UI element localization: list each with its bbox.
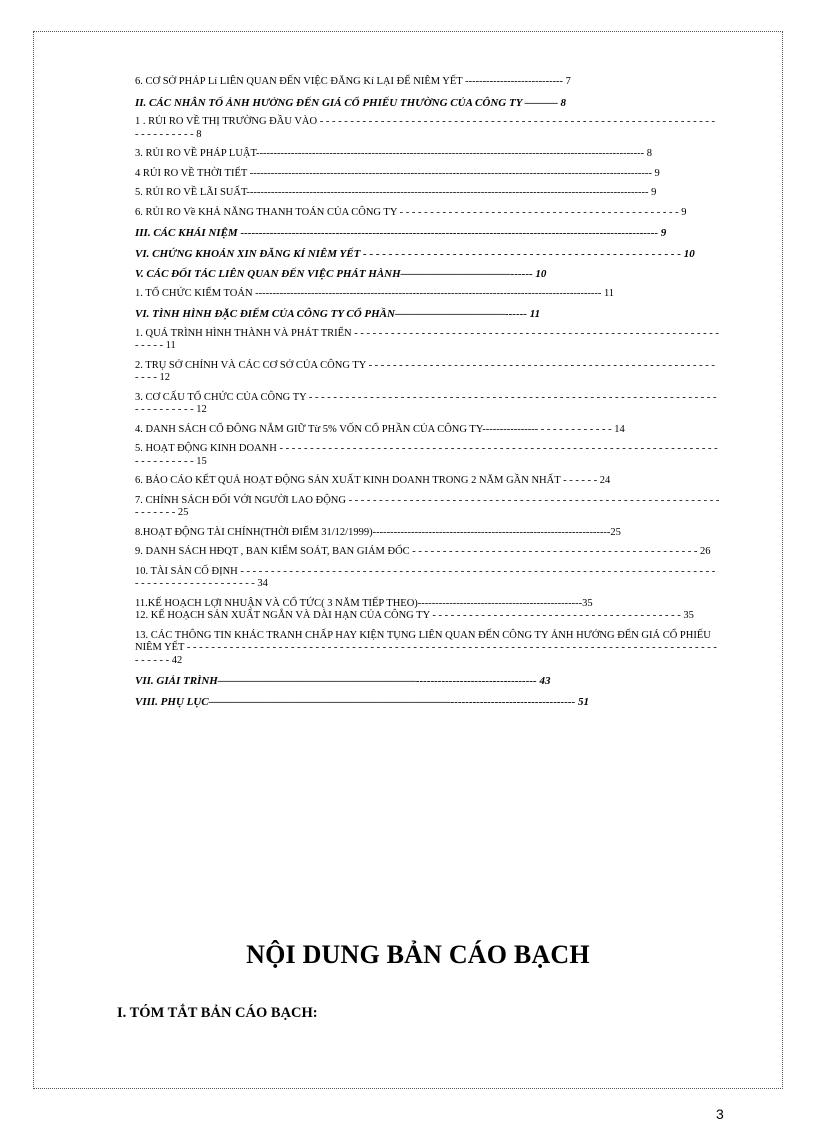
toc-entry: 4. DANH SÁCH CỔ ĐÔNG NẮM GIỮ Từ 5% VỐN CỔ PHẦN CỦA CÔNG TY---------------- - - - - - - - - - - - - 14 [135,423,625,435]
toc-section-heading: VI. CHỨNG KHOÁN XIN ĐĂNG KÍ NIÊM YẾT - - - - - - - - - - - - - - - - - - - - - - - - - - - - - - - - - - - - - - - - - - - - - - - - - - 10 [135,247,695,260]
toc-entry: 6. CƠ SỞ PHÁP Lí LIÊN QUAN ĐẾN VIỆC ĐĂNG Kí LẠI ĐỂ NIÊM YẾT ---------------------------- 7 [135,76,571,87]
main-title: NỘI DUNG BẢN CÁO BẠCH [246,940,590,969]
toc-entry: 3. RỦI RO VỀ PHÁP LUẬT--------------------------------------------------------------------------------------------------------------- 8 [135,148,652,159]
toc-section-heading: VI. TÌNH HÌNH ĐẶC ĐIỂM CỦA CÔNG TY CỔ PHẦN——————————------ 11 [135,308,541,320]
toc-entry: 13. CÁC THÔNG TIN KHÁC TRANH CHẤP HAY KIỆN TỤNG LIÊN QUAN ĐẾN CÔNG TY ẢNH HƯỞNG ĐẾN GIÁ CỔ PHIẾU NIÊM YẾT - - - - - - - - - - - - - - - - - - - - - - - - - - - - - - - - - - - - - - - - - - - - - - - - - - - - - - - - - - - - - - - - - - - - - - - - - - - - - - - - - - - - - - - - - - - - - 42 [135,629,717,666]
table-of-contents [135,76,720,708]
toc-entry: 4 RỦI RO VỀ THỜI TIẾT ------------------------------------------------------------------------------------------------------------------- 9 [135,167,660,179]
toc-entry: 10. TÀI SẢN CỐ ĐỊNH - - - - - - - - - - - - - - - - - - - - - - - - - - - - - - - - - - - - - - - - - - - - - - - - - - - - - - - - - - - - - - - - - - - - - - - - - - - - - - - - - - - - - - - - - - - - - - - - - - 34 [135,565,716,589]
toc-entry: 5. HOẠT ĐỘNG KINH DOANH - - - - - - - - - - - - - - - - - - - - - - - - - - - - - - - - - - - - - - - - - - - - - - - - - - - - - - - - - - - - - - - - - - - - - - - - - - - - - - - - - - 15 [135,443,718,467]
toc-entry: 2. TRỤ SỞ CHÍNH VÀ CÁC CƠ SỞ CỦA CÔNG TY - - - - - - - - - - - - - - - - - - - - - - - - - - - - - - - - - - - - - - - - - - - - - - - - - - - - - - - - - - - - - 12 [135,359,715,383]
toc-entry: 1. TỔ CHỨC KIỂM TOÁN --------------------------------------------------------------------------------------------------- 11 [135,287,615,299]
toc-entry: 11.KẾ HOẠCH LỢI NHUẬN VÀ CỔ TỨC( 3 NĂM TIẾP THEO)-----------------------------------------------35 [135,597,593,609]
toc-section-heading: VIII. PHỤ LỤC——————————————————————---------------------------------- 51 [135,695,589,708]
toc-entry: 9. DANH SÁCH HĐQT , BAN KIỂM SOÁT, BAN GIÁM ĐỐC - - - - - - - - - - - - - - - - - - - - - - - - - - - - - - - - - - - - - - - - - - - - - - - 26 [135,546,711,557]
toc-entry: 6. BÁO CÁO KẾT QUẢ HOẠT ĐỘNG SẢN XUẤT KINH DOANH TRONG 2 NĂM GẦN NHẤT - - - - - - 24 [135,475,611,486]
toc-entry: 6. RỦI RO Về KHẢ NĂNG THANH TOÁN CỦA CÔNG TY - - - - - - - - - - - - - - - - - - - - - - - - - - - - - - - - - - - - - - - - - - - - - - 9 [135,206,687,218]
toc-section-heading: V. CÁC ĐỐI TÁC LIÊN QUAN ĐẾN VIỆC PHÁT HÀNH——————————------ 10 [135,268,547,280]
toc-section-heading: III. CÁC KHÁI NIỆM ------------------------------------------------------------------------------------------------------------------ 9 [135,227,667,239]
toc-entry: 5. RỦI RO VỀ LÃI SUẤT------------------------------------------------------------------------------------------------------------------- 9 [135,187,657,198]
toc-entry: 1. QUÁ TRÌNH HÌNH THÀNH VÀ PHÁT TRIỂN - - - - - - - - - - - - - - - - - - - - - - - - - - - - - - - - - - - - - - - - - - - - - - - - - - - - - - - - - - - - - - - - - 11 [135,327,719,351]
toc-section-heading: II. CÁC NHÂN TỐ ẢNH HƯỞNG ĐẾN GIÁ CỔ PHIẾU THƯỜNG CỦA CÔNG TY ——— 8 [135,96,567,109]
toc-entry: 12. KẾ HOẠCH SẢN XUẤT NGẮN VÀ DÀI HẠN CỦA CÔNG TY - - - - - - - - - - - - - - - - - - - - - - - - - - - - - - - - - - - - - - - - - 35 [135,610,694,621]
section-title: I. TÓM TẮT BẢN CÁO BẠCH: [117,1005,318,1021]
toc-entry: 8.HOẠT ĐỘNG TÀI CHÍNH(THỜI ĐIỂM 31/12/1999)--------------------------------------------------------------------25 [135,526,621,538]
toc-entry: 7. CHÍNH SÁCH ĐỐI VỚI NGƯỜI LAO ĐỘNG - - - - - - - - - - - - - - - - - - - - - - - - - - - - - - - - - - - - - - - - - - - - - - - - - - - - - - - - - - - - - - - - - - - - 25 [135,494,720,518]
page-number: 3 [716,1106,724,1122]
toc-section-heading: VII. GIẢI TRÌNH——————————————————--------------------------------- 43 [135,675,551,687]
toc-entry: 3. CƠ CẤU TỔ CHỨC CỦA CÔNG TY - - - - - - - - - - - - - - - - - - - - - - - - - - - - - - - - - - - - - - - - - - - - - - - - - - - - - - - - - - - - - - - - - - - - - - - - - - - - - 12 [135,391,717,415]
toc-entry: 1 . RỦI RO VỀ THỊ TRƯỜNG ĐẦU VÀO - - - - - - - - - - - - - - - - - - - - - - - - - - - - - - - - - - - - - - - - - - - - - - - - - - - - - - - - - - - - - - - - - - - - - - - - - - - 8 [135,116,715,140]
